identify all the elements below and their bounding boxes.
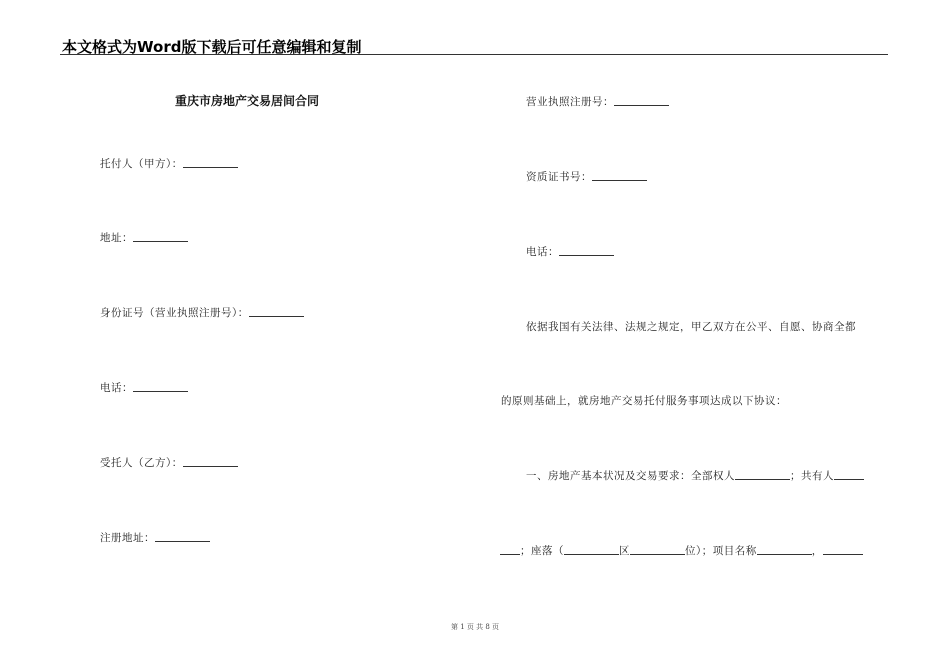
clause-text: ；座落（ xyxy=(520,545,564,557)
id-number-blank xyxy=(249,306,304,317)
agent-blank xyxy=(183,456,238,467)
clause-text: ， xyxy=(811,545,823,557)
qualification-field xyxy=(526,169,647,184)
address-field xyxy=(100,230,188,245)
id-number-label: 身份证号（营业执照注册号）： xyxy=(100,307,249,319)
agent-label: 受托人（乙方）： xyxy=(100,457,183,469)
reg-address-blank xyxy=(155,531,210,542)
client-label: 托付人（甲方）： xyxy=(100,158,183,170)
client-phone-label: 电话： xyxy=(100,382,133,394)
clause-text: 区 xyxy=(619,545,630,557)
reg-address-label: 注册地址： xyxy=(100,532,155,544)
address-blank xyxy=(133,231,188,242)
co-owner-blank-cont xyxy=(500,544,520,555)
paragraph-line: 的原则基础上，就房地产交易托付服务事项达成以下协议： xyxy=(501,395,787,407)
clause-1-line xyxy=(526,468,864,483)
client-phone-blank xyxy=(133,381,188,392)
document-header: 本文格式为Word版下载后可任意编辑和复制 xyxy=(62,38,362,56)
clause-text: 一、房地产基本状况及交易要求：全部权人 xyxy=(526,470,735,482)
reg-address-field xyxy=(100,530,210,545)
qualification-blank xyxy=(592,170,647,181)
agent-phone-blank xyxy=(559,245,614,256)
client-phone-field xyxy=(100,380,188,395)
address-label: 地址： xyxy=(100,232,133,244)
location-blank xyxy=(630,544,685,555)
clause-text: 位）；项目名称 xyxy=(685,545,757,557)
header-divider xyxy=(60,54,888,55)
co-owner-blank xyxy=(834,469,864,480)
page-number: 第 1 页 共 8 页 xyxy=(450,623,500,631)
id-number-field xyxy=(100,305,304,320)
district-blank xyxy=(564,544,619,555)
agent-field xyxy=(100,455,238,470)
license-field xyxy=(526,94,669,109)
project-name-blank xyxy=(757,544,812,555)
owner-blank xyxy=(735,469,790,480)
page-title: 重庆市房地产交易居间合同 xyxy=(175,94,320,108)
client-field xyxy=(100,156,238,171)
paragraph-line: 依据我国有关法律、法规之规定，甲乙双方在公平、自愿、协商全都 xyxy=(526,321,856,333)
agent-phone-field xyxy=(526,244,614,259)
license-blank xyxy=(614,95,669,106)
trailing-blank xyxy=(823,544,863,555)
agent-phone-label: 电话： xyxy=(526,246,559,258)
qualification-label: 资质证书号： xyxy=(526,171,592,183)
license-label: 营业执照注册号： xyxy=(526,96,614,108)
clause-1-line xyxy=(500,543,863,558)
clause-text: ；共有人 xyxy=(790,470,834,482)
client-blank xyxy=(183,157,238,168)
